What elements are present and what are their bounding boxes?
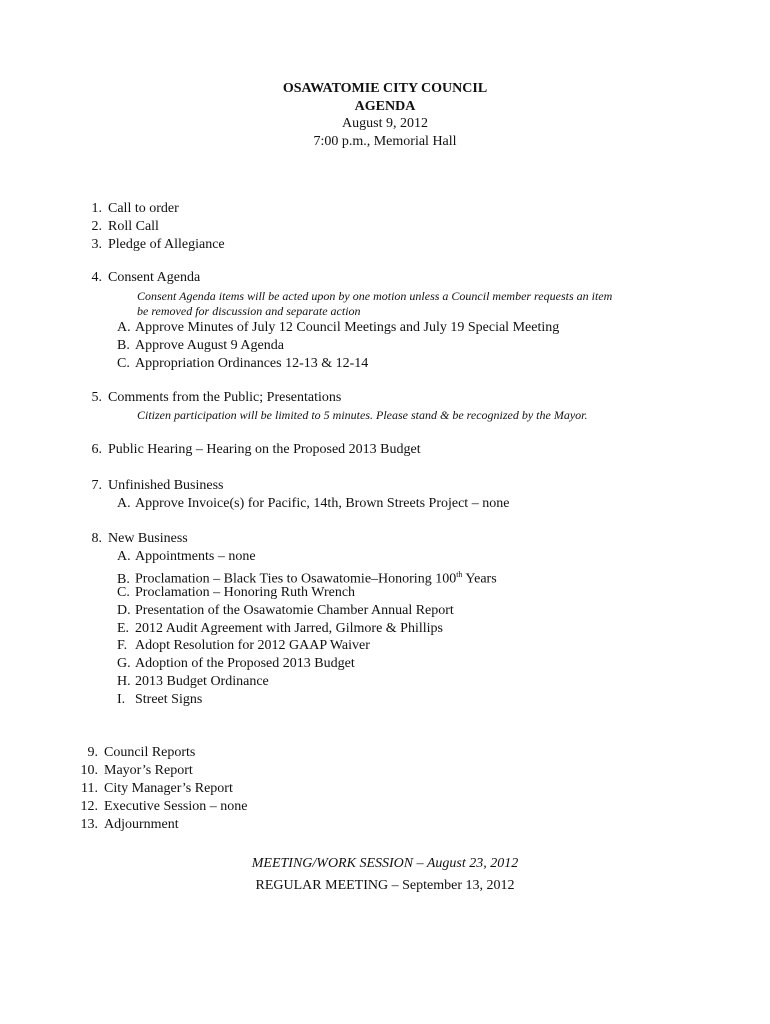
agenda-header bbox=[0, 80, 770, 150]
agenda-item-8: 8. New Business bbox=[91, 531, 188, 546]
agenda-subitem: D. Presentation of the Osawatomie Chamber Annual Report bbox=[117, 603, 454, 618]
agenda-subitem: G. Adoption of the Proposed 2013 Budget bbox=[117, 656, 355, 671]
agenda-item-4: 4. Consent Agenda bbox=[91, 270, 201, 285]
agenda-item-10: 10. Mayor’s Report bbox=[80, 763, 193, 778]
agenda-item-1: 1. Call to order bbox=[91, 201, 179, 216]
agenda-item-2: 2. Roll Call bbox=[91, 219, 159, 234]
agenda-subitem: B. Approve August 9 Agenda bbox=[117, 338, 284, 353]
agenda-subitem: C. Appropriation Ordinances 12-13 & 12-14 bbox=[117, 356, 369, 371]
meeting-date: August 9, 2012 bbox=[342, 116, 428, 131]
consent-note-line-1: Consent Agenda items will be acted upon by one motion unless a Council member requests an item bbox=[137, 289, 613, 303]
agenda-item-9: 9. Council Reports bbox=[87, 745, 196, 760]
agenda-item-11: 11. City Manager’s Report bbox=[81, 781, 233, 796]
work-session-date: MEETING/WORK SESSION – August 23, 2012 bbox=[251, 856, 519, 871]
agenda-subitem: E. 2012 Audit Agreement with Jarred, Gilmore & Phillips bbox=[117, 621, 443, 636]
document-title: AGENDA bbox=[354, 98, 416, 114]
agenda-subitem: I. Street Signs bbox=[117, 692, 203, 707]
agenda-subitem: A. Appointments – none bbox=[117, 549, 256, 564]
agenda-subitem: B. Proclamation – Black Ties to Osawatomie–Honoring 100th Years bbox=[117, 570, 497, 587]
consent-note-line-2: be removed for discussion and separate action bbox=[137, 304, 361, 318]
meeting-time-place: 7:00 p.m., Memorial Hall bbox=[313, 133, 457, 149]
agenda-item-7: 7. Unfinished Business bbox=[91, 478, 224, 493]
public-comment-note: Citizen participation will be limited to 5 minutes. Please stand & be recognized by the Mayor. bbox=[137, 408, 588, 422]
council-name: OSAWATOMIE CITY COUNCIL bbox=[282, 81, 488, 96]
agenda-item-13: 13. Adjournment bbox=[80, 817, 179, 832]
agenda-subitem: A. Approve Minutes of July 12 Council Meetings and July 19 Special Meeting bbox=[117, 320, 560, 335]
agenda-subitem: A. Approve Invoice(s) for Pacific, 14th, Brown Streets Project – none bbox=[117, 496, 510, 511]
agenda-subitem: C. Proclamation – Honoring Ruth Wrench bbox=[117, 585, 356, 600]
agenda-subitem: H. 2013 Budget Ordinance bbox=[117, 674, 269, 689]
regular-meeting-date: REGULAR MEETING – September 13, 2012 bbox=[255, 878, 515, 893]
agenda-item-3: 3. Pledge of Allegiance bbox=[91, 237, 225, 252]
agenda-item-5: 5. Comments from the Public; Presentations bbox=[91, 390, 342, 405]
agenda-item-6: 6. Public Hearing – Hearing on the Proposed 2013 Budget bbox=[91, 442, 421, 457]
agenda-subitem: F. Adopt Resolution for 2012 GAAP Waiver bbox=[117, 638, 370, 653]
agenda-item-12: 12. Executive Session – none bbox=[80, 799, 248, 814]
